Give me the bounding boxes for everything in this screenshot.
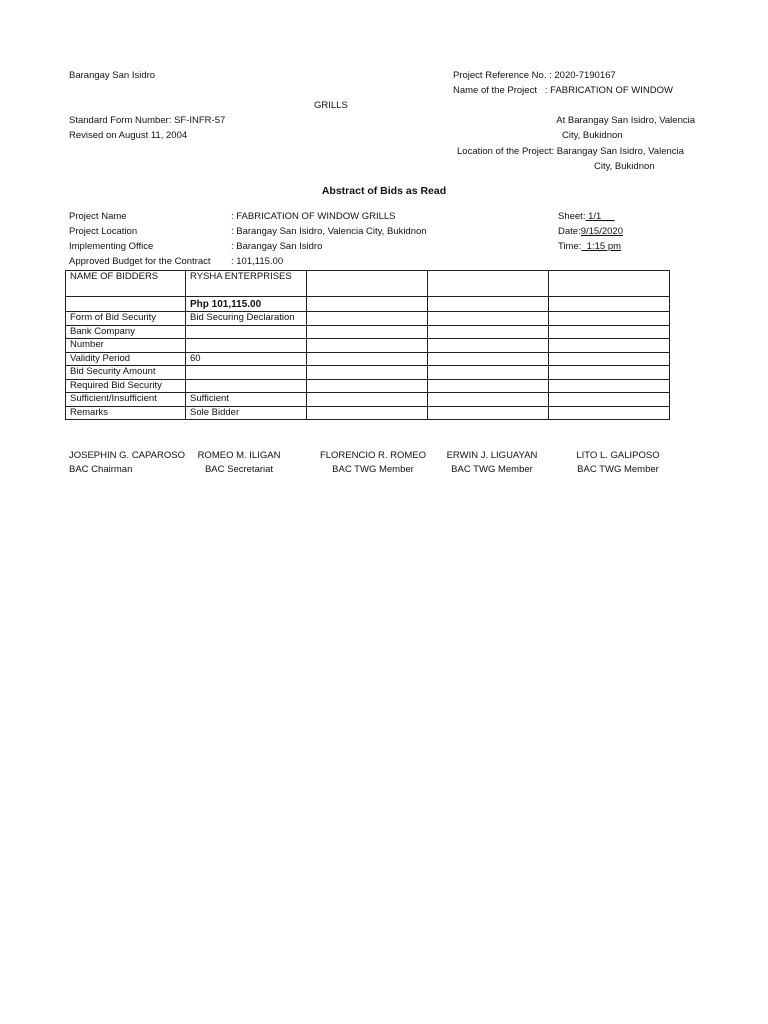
date-value: 9/15/2020 xyxy=(580,226,623,237)
abc-value: : 101,115.00 xyxy=(231,256,284,267)
table-row xyxy=(66,406,670,420)
at-location-line-1: At Barangay San Isidro, Valencia xyxy=(556,115,695,126)
table-row xyxy=(66,339,670,353)
empty-cell xyxy=(428,339,549,353)
empty-cell xyxy=(428,366,549,380)
sheet-field xyxy=(558,211,615,223)
row-label: Number xyxy=(66,339,186,353)
empty-cell xyxy=(549,379,670,393)
table-row xyxy=(66,325,670,339)
signatory-1-name: JOSEPHIN G. CAPAROSO xyxy=(69,450,185,461)
project-reference xyxy=(453,70,616,82)
signatory-2-role: BAC Secretariat xyxy=(204,464,274,475)
empty-cell xyxy=(549,352,670,366)
signatory-2-name: ROMEO M. ILIGAN xyxy=(197,450,281,461)
barangay-name: Barangay San Isidro xyxy=(69,70,156,81)
bidder-name: RYSHA ENTERPRISES xyxy=(186,271,307,297)
bid-amount: Php 101,115.00 xyxy=(186,297,307,312)
table-row xyxy=(66,366,670,380)
row-label: Sufficient/Insufficient xyxy=(66,393,186,407)
project-name-continuation: GRILLS xyxy=(314,100,348,111)
row-label: Bank Company xyxy=(66,325,186,339)
document-title: Abstract of Bids as Read xyxy=(321,185,447,197)
project-name-header-label: Name of the Project xyxy=(453,85,537,96)
at-location-line-2: City, Bukidnon xyxy=(562,130,623,141)
empty-cell xyxy=(66,297,186,312)
bid-amount-row xyxy=(66,297,670,312)
empty-cell xyxy=(428,379,549,393)
project-location-value: : Barangay San Isidro, Valencia City, Bukidnon xyxy=(231,226,427,237)
implementing-office-label: Implementing Office xyxy=(69,241,154,252)
date-label: Date: xyxy=(558,226,581,237)
empty-cell xyxy=(549,393,670,407)
table-row xyxy=(66,393,670,407)
table-header-row xyxy=(66,271,670,297)
row-value: 60 xyxy=(186,352,307,366)
row-label: Form of Bid Security xyxy=(66,312,186,326)
standard-form-number: Standard Form Number: SF-INFR-57 xyxy=(69,115,226,126)
project-reference-value: 2020-7190167 xyxy=(554,70,616,81)
empty-cell xyxy=(428,297,549,312)
row-value xyxy=(186,366,307,380)
row-value: Bid Securing Declaration xyxy=(186,312,307,326)
signatory-5-role: BAC TWG Member xyxy=(577,464,659,475)
signatory-5-name: LITO L. GALIPOSO xyxy=(576,450,660,461)
empty-cell xyxy=(549,366,670,380)
project-location-header-line-1: Location of the Project: Barangay San Isidro, Valencia xyxy=(457,146,684,157)
empty-cell xyxy=(549,312,670,326)
bids-table xyxy=(65,270,670,420)
abc-label: Approved Budget for the Contract xyxy=(69,256,211,267)
row-label: Bid Security Amount xyxy=(66,366,186,380)
row-value xyxy=(186,379,307,393)
signatory-4-role: BAC TWG Member xyxy=(451,464,533,475)
row-value: Sole Bidder xyxy=(186,406,307,420)
time-field xyxy=(558,241,621,253)
empty-cell xyxy=(428,271,549,297)
time-label: Time: xyxy=(558,241,582,252)
empty-cell xyxy=(428,352,549,366)
revision-date: Revised on August 11, 2004 xyxy=(69,130,188,141)
row-label: Remarks xyxy=(66,406,186,420)
empty-cell xyxy=(549,271,670,297)
row-label: Validity Period xyxy=(66,352,186,366)
empty-cell xyxy=(549,325,670,339)
time-value: 1:15 pm xyxy=(581,241,622,252)
empty-cell xyxy=(549,297,670,312)
project-name-value: : FABRICATION OF WINDOW GRILLS xyxy=(231,211,396,222)
bidders-header: NAME OF BIDDERS xyxy=(66,271,186,297)
row-value: Sufficient xyxy=(186,393,307,407)
project-location-header-line-2: City, Bukidnon xyxy=(594,161,655,172)
table-row xyxy=(66,352,670,366)
implementing-office-value: : Barangay San Isidro xyxy=(231,241,323,252)
empty-cell xyxy=(428,312,549,326)
empty-cell xyxy=(307,352,428,366)
sheet-value: 1/1 __ xyxy=(585,211,615,222)
project-reference-label: Project Reference No. : xyxy=(453,70,552,81)
empty-cell xyxy=(428,406,549,420)
sheet-label: Sheet: xyxy=(558,211,586,222)
empty-cell xyxy=(307,366,428,380)
table-row xyxy=(66,379,670,393)
empty-cell xyxy=(307,271,428,297)
empty-cell xyxy=(307,379,428,393)
signatory-3-name: FLORENCIO R. ROMEO xyxy=(319,450,427,461)
row-label: Required Bid Security xyxy=(66,379,186,393)
signatory-3-role: BAC TWG Member xyxy=(332,464,414,475)
signatory-4-name: ERWIN J. LIGUAYAN xyxy=(446,450,538,461)
empty-cell xyxy=(549,406,670,420)
empty-cell xyxy=(428,325,549,339)
empty-cell xyxy=(307,339,428,353)
date-field xyxy=(558,226,623,238)
table-row xyxy=(66,312,670,326)
empty-cell xyxy=(428,393,549,407)
empty-cell xyxy=(307,312,428,326)
project-location-label: Project Location xyxy=(69,226,138,237)
row-value xyxy=(186,339,307,353)
empty-cell xyxy=(549,339,670,353)
row-value xyxy=(186,325,307,339)
project-name-label: Project Name xyxy=(69,211,127,222)
empty-cell xyxy=(307,393,428,407)
empty-cell xyxy=(307,325,428,339)
empty-cell xyxy=(307,406,428,420)
empty-cell xyxy=(307,297,428,312)
project-name-header xyxy=(453,85,673,97)
signatory-1-role: BAC Chairman xyxy=(69,464,133,475)
project-name-header-value: : FABRICATION OF WINDOW xyxy=(544,85,673,96)
